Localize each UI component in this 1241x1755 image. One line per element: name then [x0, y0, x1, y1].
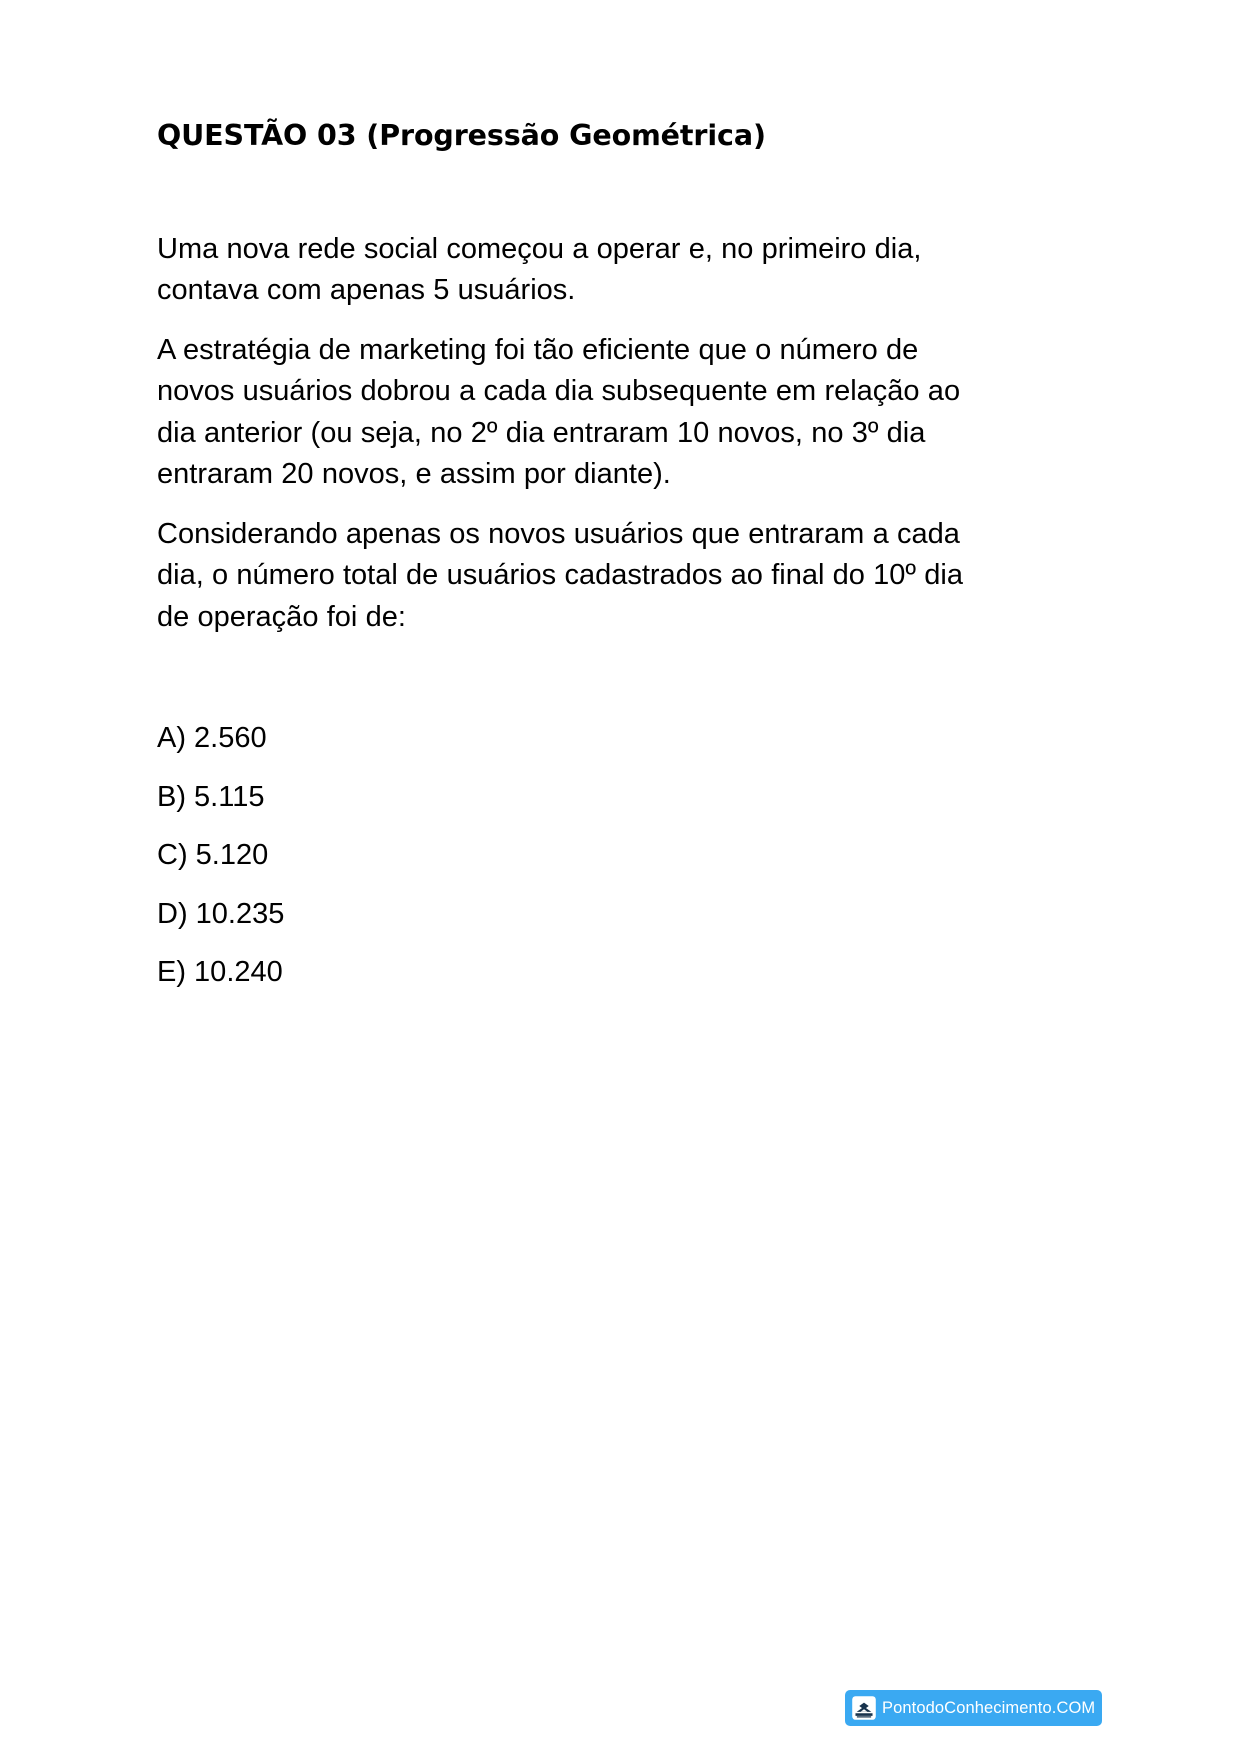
statement-paragraph-3: Considerando apenas os novos usuários que entraram a cada dia, o número total de usuários cadastrados ao final do 10º dia de operação foi de:: [157, 517, 963, 633]
answer-option-e[interactable]: E) 10.240: [157, 956, 283, 989]
answer-option-a[interactable]: A) 2.560: [157, 722, 267, 755]
question-content: [157, 118, 967, 994]
statement-paragraph-2: A estratégia de marketing foi tão eficiente que o número de novos usuários dobrou a cada dia subsequente em relação ao dia anterior (ou seja, no 2º dia entraram 10 novos, no 3º dia entraram 20 novos, e assim por diante).: [157, 333, 961, 491]
answer-options-list: [157, 718, 967, 994]
answer-option-c[interactable]: C) 5.120: [157, 839, 269, 872]
page-title: QUESTÃO 03 (Progressão Geométrica): [157, 119, 766, 152]
site-watermark-badge[interactable]: [845, 1690, 1102, 1726]
answer-option-b[interactable]: B) 5.115: [157, 780, 265, 813]
statement-paragraph-1: Uma nova rede social começou a operar e, no primeiro dia, contava com apenas 5 usuários.: [157, 232, 922, 307]
watermark-label: PontodoConhecimento.COM: [882, 1698, 1096, 1717]
answer-option-d[interactable]: D) 10.235: [157, 897, 285, 930]
book-icon: [851, 1695, 877, 1721]
title-spacer: [157, 154, 967, 229]
